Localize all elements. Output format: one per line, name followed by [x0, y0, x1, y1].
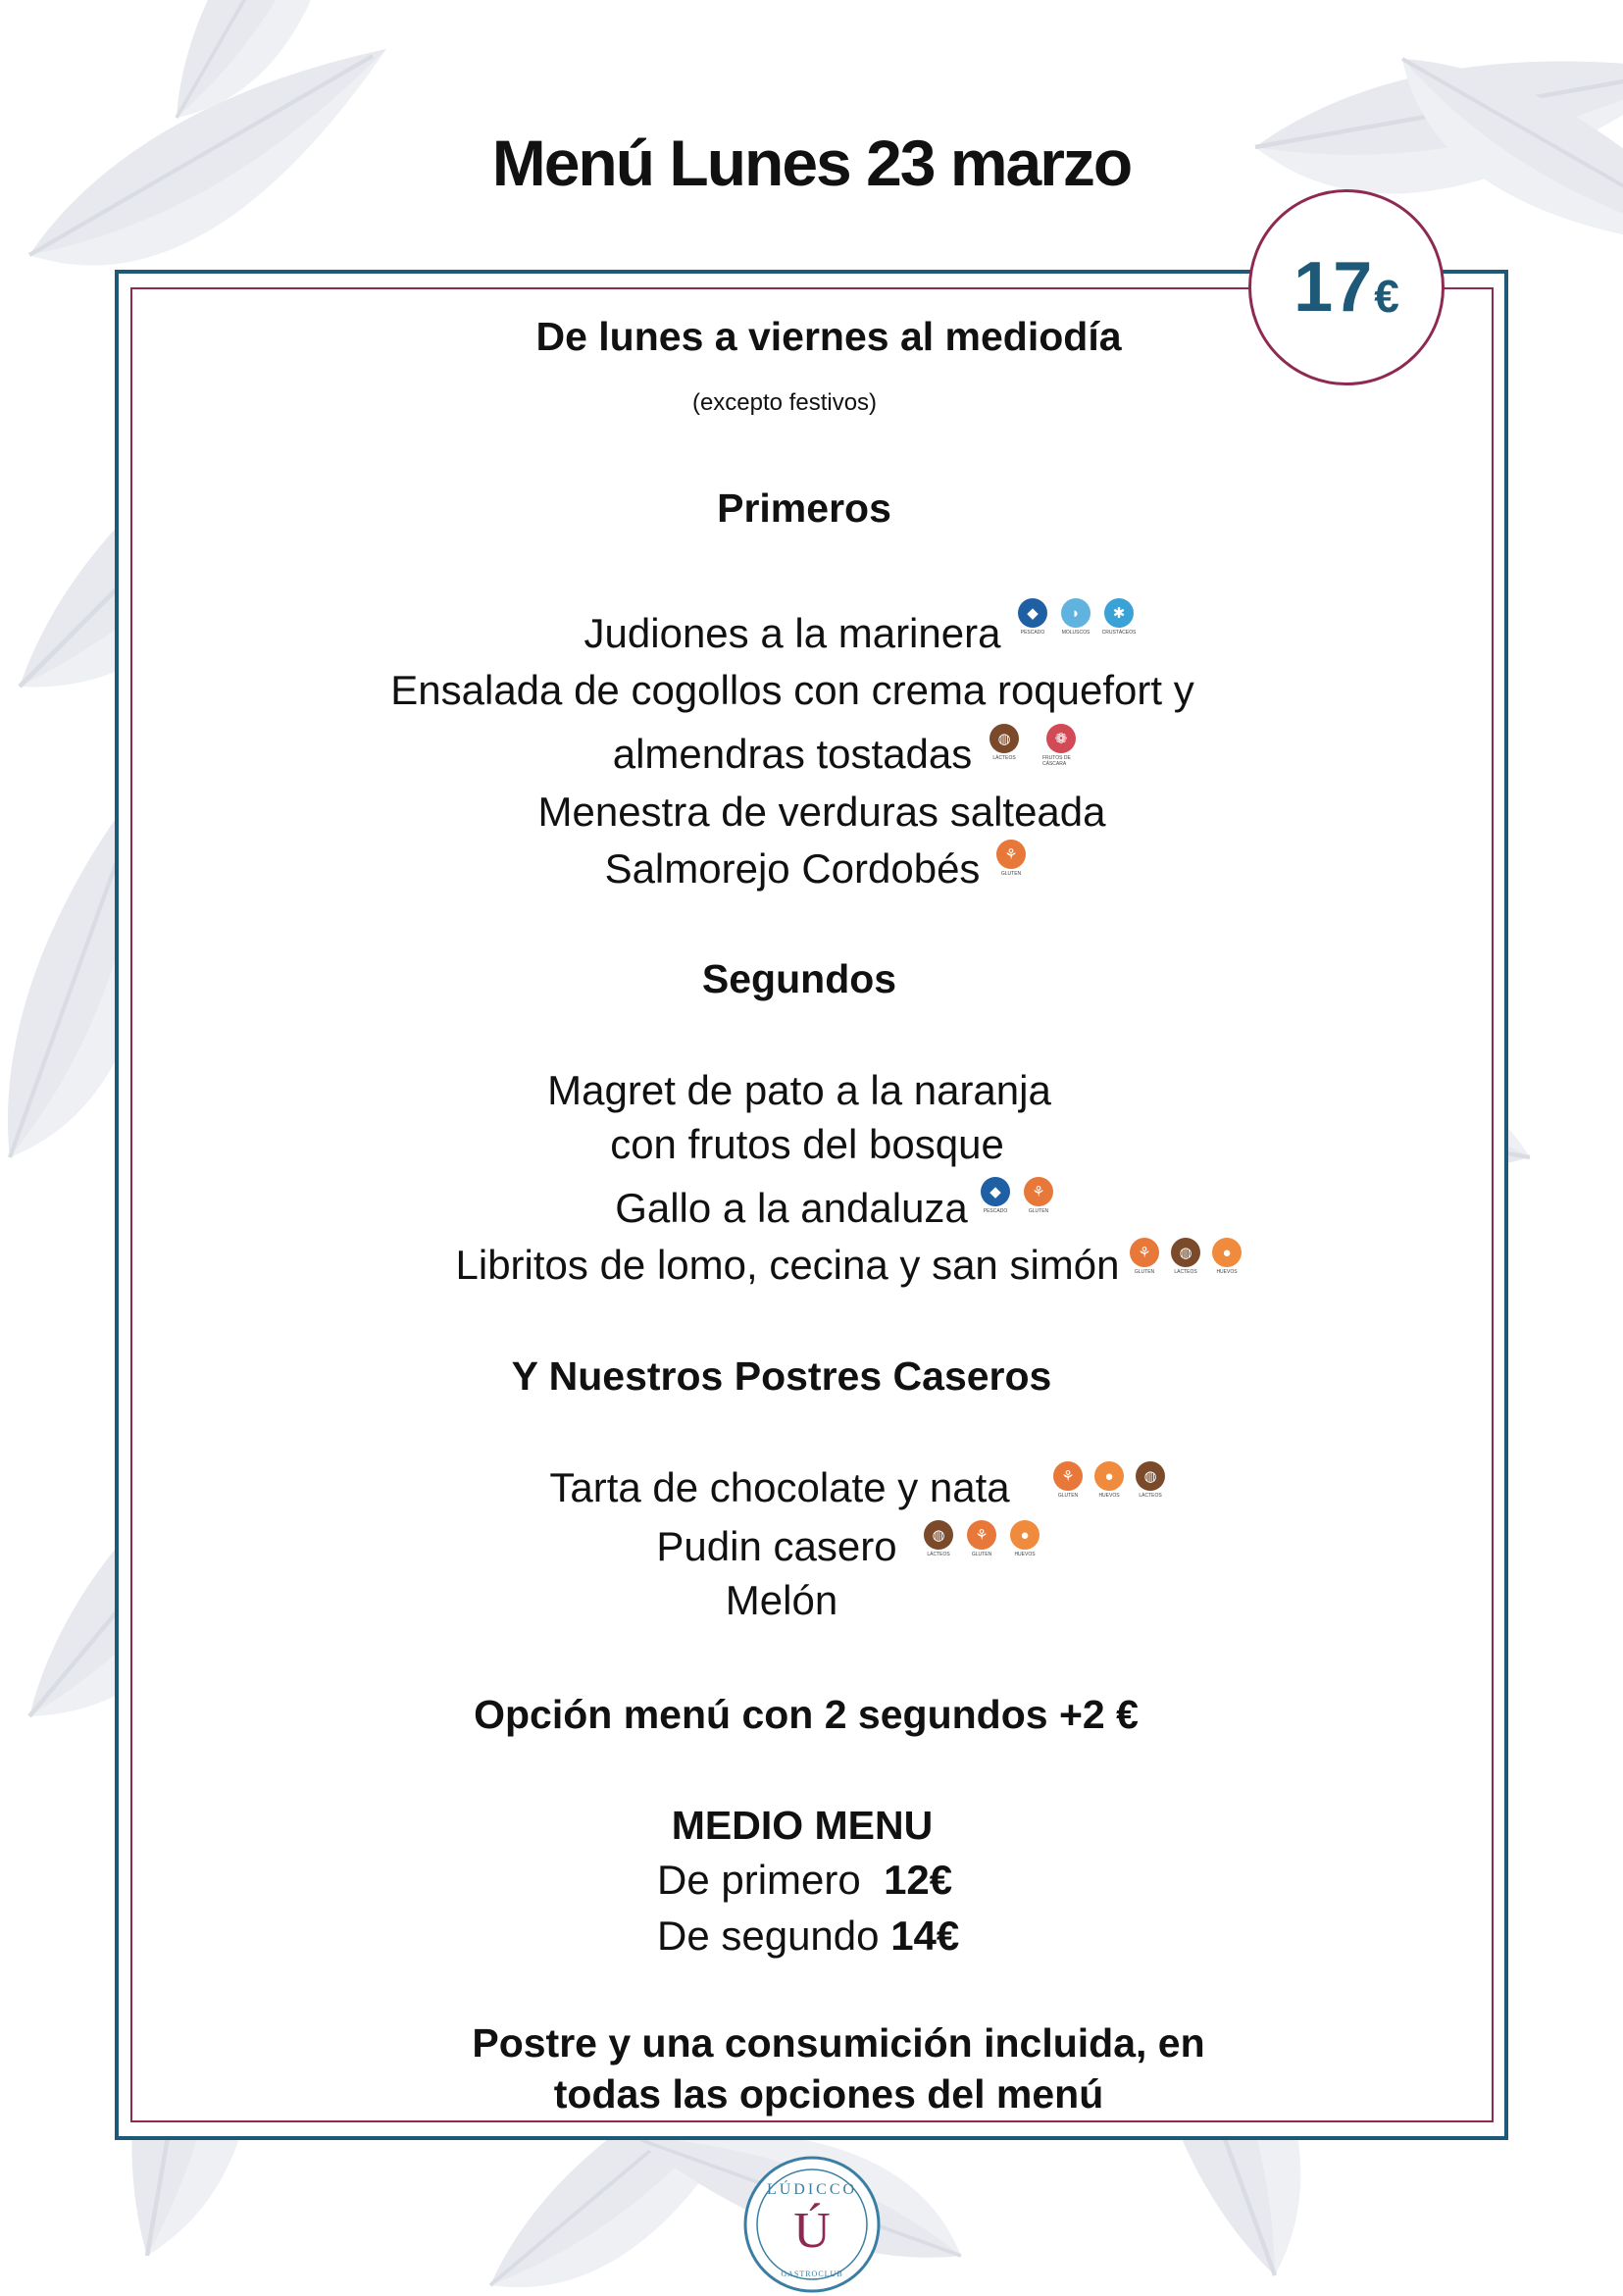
nut-icon: ❁ FRUTOS DE CÁSCARA — [1042, 724, 1080, 767]
section-primeros-heading: Primeros — [717, 485, 891, 531]
shell-icon: ◗ MOLUSCOS — [1057, 598, 1094, 636]
medio-menu-segundo-price: 14€ — [890, 1913, 960, 1959]
section-segundos-heading: Segundos — [701, 956, 897, 1001]
allergen-icons — [1049, 1461, 1169, 1499]
allergen-icons — [992, 840, 1030, 877]
wheat-icon: ⚘ GLUTEN — [1126, 1238, 1163, 1275]
footer-note-line1: Postre y una consumición incluida, en — [472, 2020, 1205, 2066]
logo-brand: LÚDICCO — [766, 2181, 858, 2198]
egg-icon: ● HUEVOS — [1090, 1461, 1128, 1499]
egg-icon: ● HUEVOS — [1208, 1238, 1245, 1275]
dish-item: almendras tostadas — [612, 731, 973, 777]
wheat-icon: ⚘ GLUTEN — [992, 840, 1030, 877]
milk-icon: ◍ LÁCTEOS — [986, 724, 1023, 767]
medio-menu-segundo — [657, 1913, 959, 1960]
allergen-icons — [920, 1520, 1043, 1557]
medio-menu-segundo-label: De segundo — [657, 1913, 880, 1959]
intro-schedule: De lunes a viernes al mediodía — [535, 314, 1122, 359]
medio-menu-primero-label: De primero — [657, 1857, 861, 1903]
section-postres-heading: Y Nuestros Postres Caseros — [511, 1353, 1052, 1399]
wheat-icon: ⚘ GLUTEN — [963, 1520, 1000, 1557]
allergen-icons — [977, 1177, 1057, 1214]
milk-icon: ◍ LÁCTEOS — [1132, 1461, 1169, 1499]
intro-note: (excepto festivos) — [691, 389, 878, 416]
dish-item: Pudin casero — [656, 1523, 897, 1569]
dish-item: Salmorejo Cordobés — [604, 845, 981, 892]
medio-menu-primero — [657, 1857, 952, 1904]
price-currency: € — [1374, 271, 1399, 322]
logo-sub: GASTROCLUB — [781, 2270, 843, 2278]
dish-item: Judiones a la marinera — [583, 610, 1001, 656]
ludicco-logo — [742, 2155, 882, 2294]
wheat-icon: ⚘ GLUTEN — [1020, 1177, 1057, 1214]
dish-item: Menestra de verduras salteada — [537, 789, 1106, 835]
milk-icon: ◍ LÁCTEOS — [920, 1520, 957, 1557]
dish-item: con frutos del bosque — [610, 1121, 1004, 1167]
medio-menu-primero-price: 12€ — [884, 1857, 953, 1903]
price-amount: 17 — [1293, 248, 1373, 327]
dish-item: Melón — [725, 1577, 838, 1623]
dish-item: Ensalada de cogollos con crema roquefort y — [390, 667, 1194, 713]
crab-icon: ✱ CRUSTÁCEOS — [1100, 598, 1138, 636]
footer-note-line2: todas las opciones del menú — [553, 2071, 1104, 2117]
dish-item: Magret de pato a la naranja — [547, 1067, 1051, 1113]
milk-icon: ◍ LÁCTEOS — [1167, 1238, 1204, 1275]
allergen-icons — [1014, 598, 1138, 636]
fish-icon: ◆ PESCADO — [1014, 598, 1051, 636]
dish-item: Gallo a la andaluza — [615, 1185, 968, 1231]
fish-icon: ◆ PESCADO — [977, 1177, 1014, 1214]
wheat-icon: ⚘ GLUTEN — [1049, 1461, 1087, 1499]
page-title: Menú Lunes 23 marzo — [491, 127, 1132, 199]
dish-item: Libritos de lomo, cecina y san simón — [455, 1242, 1120, 1288]
allergen-icons — [1126, 1238, 1245, 1275]
price-badge — [1248, 189, 1445, 385]
option-two-seconds: Opción menú con 2 segundos +2 € — [474, 1692, 1139, 1737]
dish-item: Tarta de chocolate y nata — [549, 1464, 1010, 1510]
logo-initial: Ú — [793, 2203, 831, 2259]
egg-icon: ● HUEVOS — [1006, 1520, 1043, 1557]
medio-menu-heading: MEDIO MENU — [671, 1803, 934, 1848]
allergen-icons — [986, 724, 1080, 767]
